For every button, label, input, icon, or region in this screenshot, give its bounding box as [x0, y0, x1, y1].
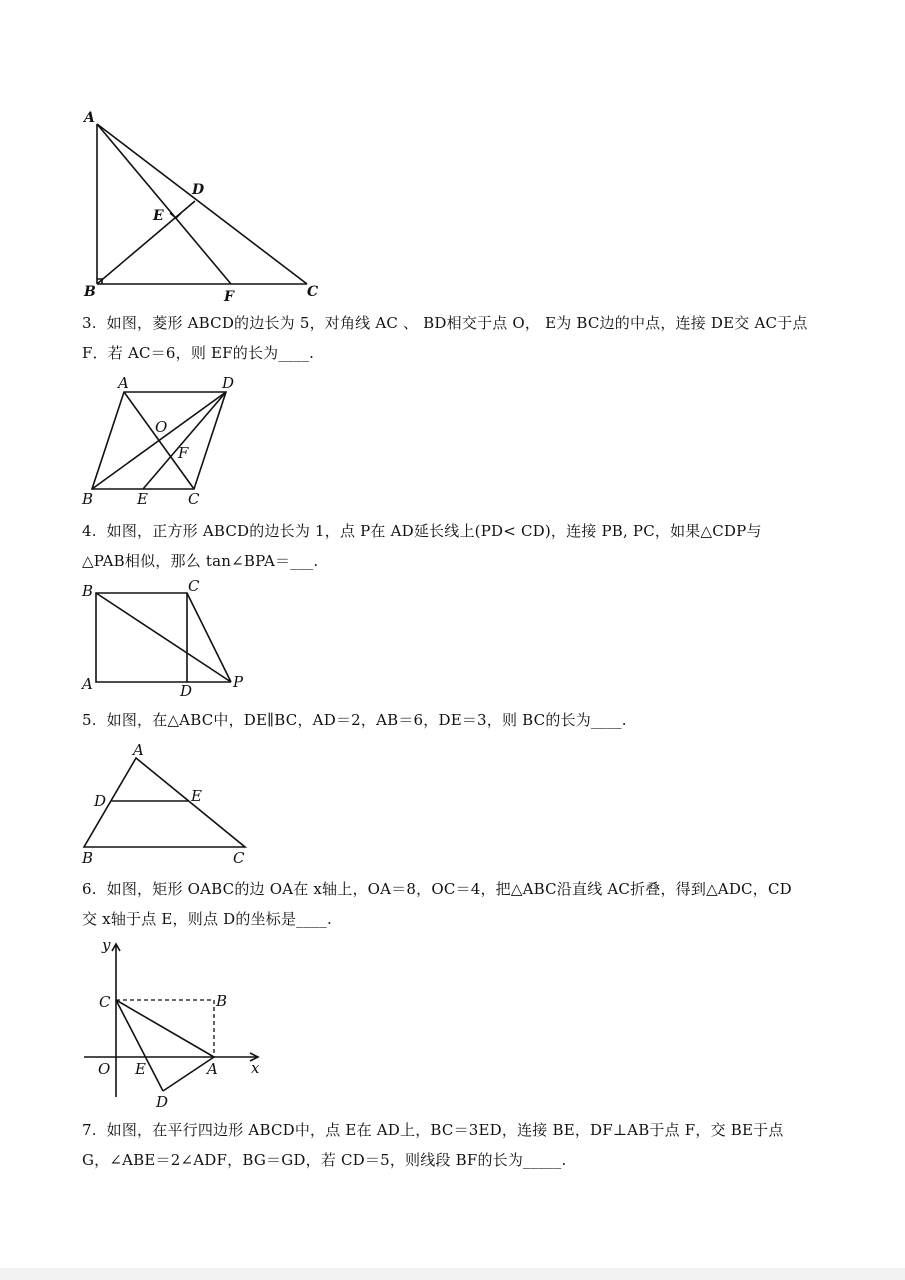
figure-square-abcd-p [96, 593, 231, 682]
point-label-c: C [233, 849, 245, 867]
point-label-d: D [156, 1093, 169, 1111]
point-label-a: A [207, 1060, 218, 1078]
point-label-c: C [188, 490, 200, 508]
question-4 [82, 516, 822, 576]
point-label-d: D [222, 374, 235, 392]
question-3-line-1: 3. 如图，菱形 ABCD的边长为 5，对角线 AC 、 BD相交于点 O， E为 BC边的中点，连接 DE交 AC于点 [82, 314, 808, 332]
page-bottom-edge [0, 1268, 905, 1280]
point-label-c: C [99, 993, 111, 1011]
point-label-a: A [84, 110, 95, 126]
point-label-e: E [135, 1060, 146, 1078]
figure-triangle-abc-de [84, 758, 245, 847]
point-label-a: A [82, 675, 93, 693]
point-label-b: B [82, 849, 94, 867]
point-label-d: D [192, 182, 205, 198]
point-label-e: E [153, 208, 164, 224]
question-4-line-2: △PAB相似，那么 tan∠BPA＝___. [82, 552, 319, 570]
point-label-e: E [191, 787, 202, 805]
point-label-a: A [133, 741, 144, 759]
point-label-p: P [233, 673, 244, 691]
question-6-line-2: 交 x轴于点 E，则点 D的坐标是____. [82, 910, 332, 928]
question-7-line-2: G，∠ABE＝2∠ADF，BG＝GD，若 CD＝5，则线段 BF的长为_____. [82, 1151, 567, 1169]
point-label-b: B [216, 992, 228, 1010]
question-4-line-1: 4. 如图，正方形 ABCD的边长为 1，点 P在 AD延长线上(PD< CD)，连接 PB, PC，如果△CDP与 [82, 522, 762, 540]
point-label-d: D [94, 792, 107, 810]
question-6-line-1: 6. 如图，矩形 OABC的边 OA在 x轴上，OA＝8，OC＝4，把△ABC沿直线 AC折叠，得到△ADC，CD [82, 880, 792, 898]
question-7-line-1: 7. 如图，在平行四边形 ABCD中，点 E在 AD上，BC＝3ED，连接 BE，DF⊥AB于点 F，交 BE于点 [82, 1121, 784, 1139]
point-label-e: E [137, 490, 148, 508]
point-label-o: O [98, 1060, 111, 1078]
question-5-line-1: 5. 如图，在△ABC中，DE∥BC，AD＝2，AB＝6，DE＝3，则 BC的长为____. [82, 711, 627, 729]
point-label-b: B [82, 582, 94, 600]
question-3-line-2: F．若 AC＝6，则 EF的长为____. [82, 344, 315, 362]
axis-label-x: x [251, 1059, 260, 1077]
point-label-b: B [84, 284, 96, 300]
point-label-o: O [155, 418, 168, 436]
point-label-b: B [82, 490, 94, 508]
point-label-c: C [188, 577, 200, 595]
question-5 [82, 705, 822, 735]
question-3 [82, 308, 822, 368]
axis-label-y: y [102, 936, 111, 954]
point-label-a: A [118, 374, 129, 392]
point-label-d: D [180, 682, 193, 700]
point-label-f: F [224, 289, 234, 305]
figure-coordinate-rectangle [84, 944, 258, 1097]
question-7 [82, 1115, 822, 1175]
point-label-c: C [307, 284, 319, 300]
figure-rhombus-abcd [92, 392, 226, 489]
point-label-f: F [178, 444, 189, 462]
figure-1-lines [97, 124, 307, 284]
question-6 [82, 874, 822, 934]
